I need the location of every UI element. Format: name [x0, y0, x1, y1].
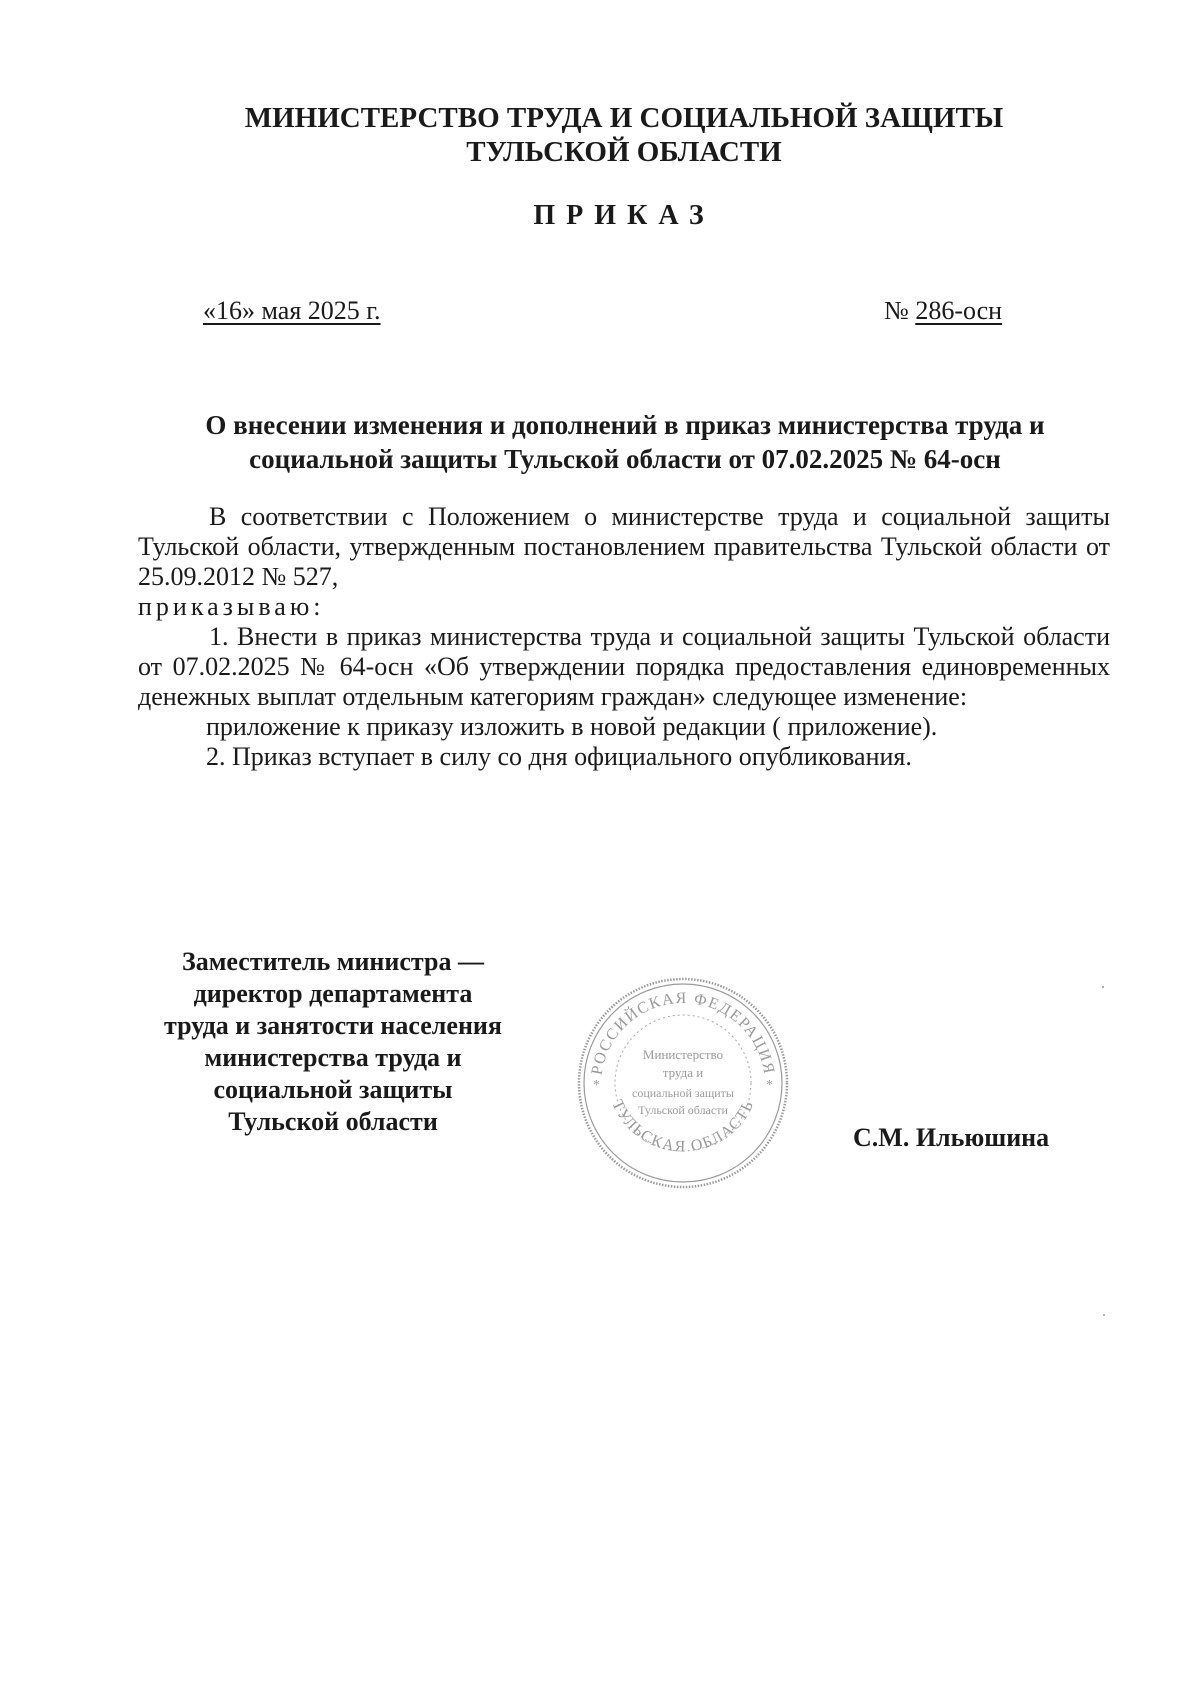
order-subject	[150, 408, 1100, 476]
item-1-paragraph: 1. Внести в приказ министерства труда и социальной защиты Тульской области от 07.02.2025 № 64-осн «Об утверждении порядка предоставления единовременных денежных выплат отдельным категориям граждан» следующее изменение:	[138, 622, 1110, 711]
seal-inner-line: Тульской области	[638, 1103, 728, 1117]
ministry-name-line2: ТУЛЬСКОЙ ОБЛАСТИ	[466, 136, 782, 168]
order-subject-line2: социальной защиты Тульской области от 07.02.2025 № 64-осн	[249, 444, 1001, 474]
order-body	[138, 502, 1110, 772]
seal-star-right-icon: *	[766, 1078, 773, 1093]
order-date	[203, 296, 381, 326]
order-subject-line1: О внесении изменения и дополнений в приказ министерства труда и	[205, 410, 1045, 440]
signatory-title-line: Заместитель министра —	[182, 947, 484, 976]
item-1-sub-paragraph: приложение к приказу изложить в новой редакции ( приложение).	[206, 712, 938, 741]
scan-speck	[1103, 1314, 1105, 1316]
signatory-name: С.М. Ильюшина	[853, 1123, 1050, 1152]
seal-outer-ring	[579, 979, 787, 1187]
document-type-title: ПРИКАЗ	[533, 200, 715, 231]
signatory-title	[138, 946, 528, 1138]
signatory-title-line: социальной защиты	[213, 1075, 453, 1104]
order-word: приказываю:	[138, 592, 325, 621]
order-number-value: 286-осн	[915, 296, 1003, 325]
seal-inner-line: труда и	[662, 1065, 704, 1080]
seal-inner-line: Министерство	[642, 1047, 724, 1062]
preamble-paragraph: В соответствии с Положением о министерстве труда и социальной защиты Тульской области, утвержденным постановлением правительства Тульской области от 25.09.2012 № 527,	[138, 502, 1110, 591]
item-2-paragraph: 2. Приказ вступает в силу со дня официального опубликования.	[206, 742, 912, 771]
order-date-rest: мая 2025 г.	[255, 296, 381, 325]
scan-speck	[1102, 986, 1104, 988]
seal-bottom-arc-text: ТУЛЬСКАЯ ОБЛАСТЬ	[608, 1097, 758, 1156]
order-number	[884, 296, 1002, 326]
seal-top-arc-text: РОССИЙСКАЯ ФЕДЕРАЦИЯ	[588, 989, 778, 1077]
seal-inner-line: социальной защиты	[632, 1086, 734, 1100]
signatory-title-line: министерства труда и	[204, 1043, 462, 1072]
signatory-title-line: директор департамента	[193, 979, 473, 1008]
seal-star-left-icon: *	[593, 1078, 600, 1093]
signatory-title-line: труда и занятости населения	[164, 1011, 502, 1040]
order-date-day: «16»	[203, 296, 255, 325]
order-number-sign: №	[884, 296, 916, 325]
official-seal	[573, 973, 793, 1193]
signatory-title-line: Тульской области	[228, 1107, 438, 1136]
ministry-name-line1: МИНИСТЕРСТВО ТРУДА И СОЦИАЛЬНОЙ ЗАЩИТЫ	[244, 102, 1004, 134]
